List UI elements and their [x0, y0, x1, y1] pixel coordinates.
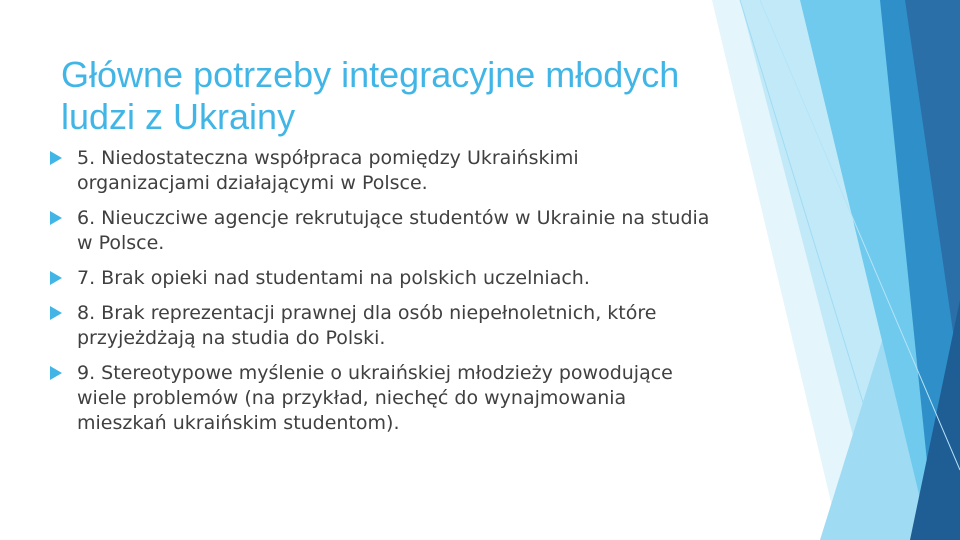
- bullet-text: 7. Brak opieki nad studentami na polskich uczelniach.: [77, 267, 590, 289]
- bullet-list: [50, 146, 710, 446]
- triangle-bullet-icon: [50, 306, 62, 320]
- triangle-bullet-icon: [50, 271, 62, 285]
- bullet-item: [50, 301, 710, 351]
- bullet-text: 9. Stereotypowe myślenie o ukraińskiej młodzieży powodujące wiele problemów (na przykład, niechęć do wynajmowania mieszkań ukraińskim studentom).: [77, 362, 673, 434]
- triangle-bullet-icon: [50, 211, 62, 225]
- bullet-item: [50, 266, 710, 291]
- triangle-bullet-icon: [50, 366, 62, 380]
- bullet-text: 5. Niedostateczna współpraca pomiędzy Ukraińskimi organizacjami działającymi w Polsce.: [77, 147, 579, 194]
- bullet-text: 6. Nieuczciwe agencje rekrutujące studentów w Ukrainie na studia w Polsce.: [77, 207, 710, 254]
- bullet-item: [50, 206, 710, 256]
- bullet-text: 8. Brak reprezentacji prawnej dla osób niepełnoletnich, które przyjeżdżają na studia do Polski.: [77, 302, 657, 349]
- bullet-item: [50, 361, 710, 436]
- triangle-bullet-icon: [50, 151, 62, 165]
- slide-title: Główne potrzeby integracyjne młodych ludzi z Ukrainy: [61, 54, 680, 137]
- bullet-item: [50, 146, 710, 196]
